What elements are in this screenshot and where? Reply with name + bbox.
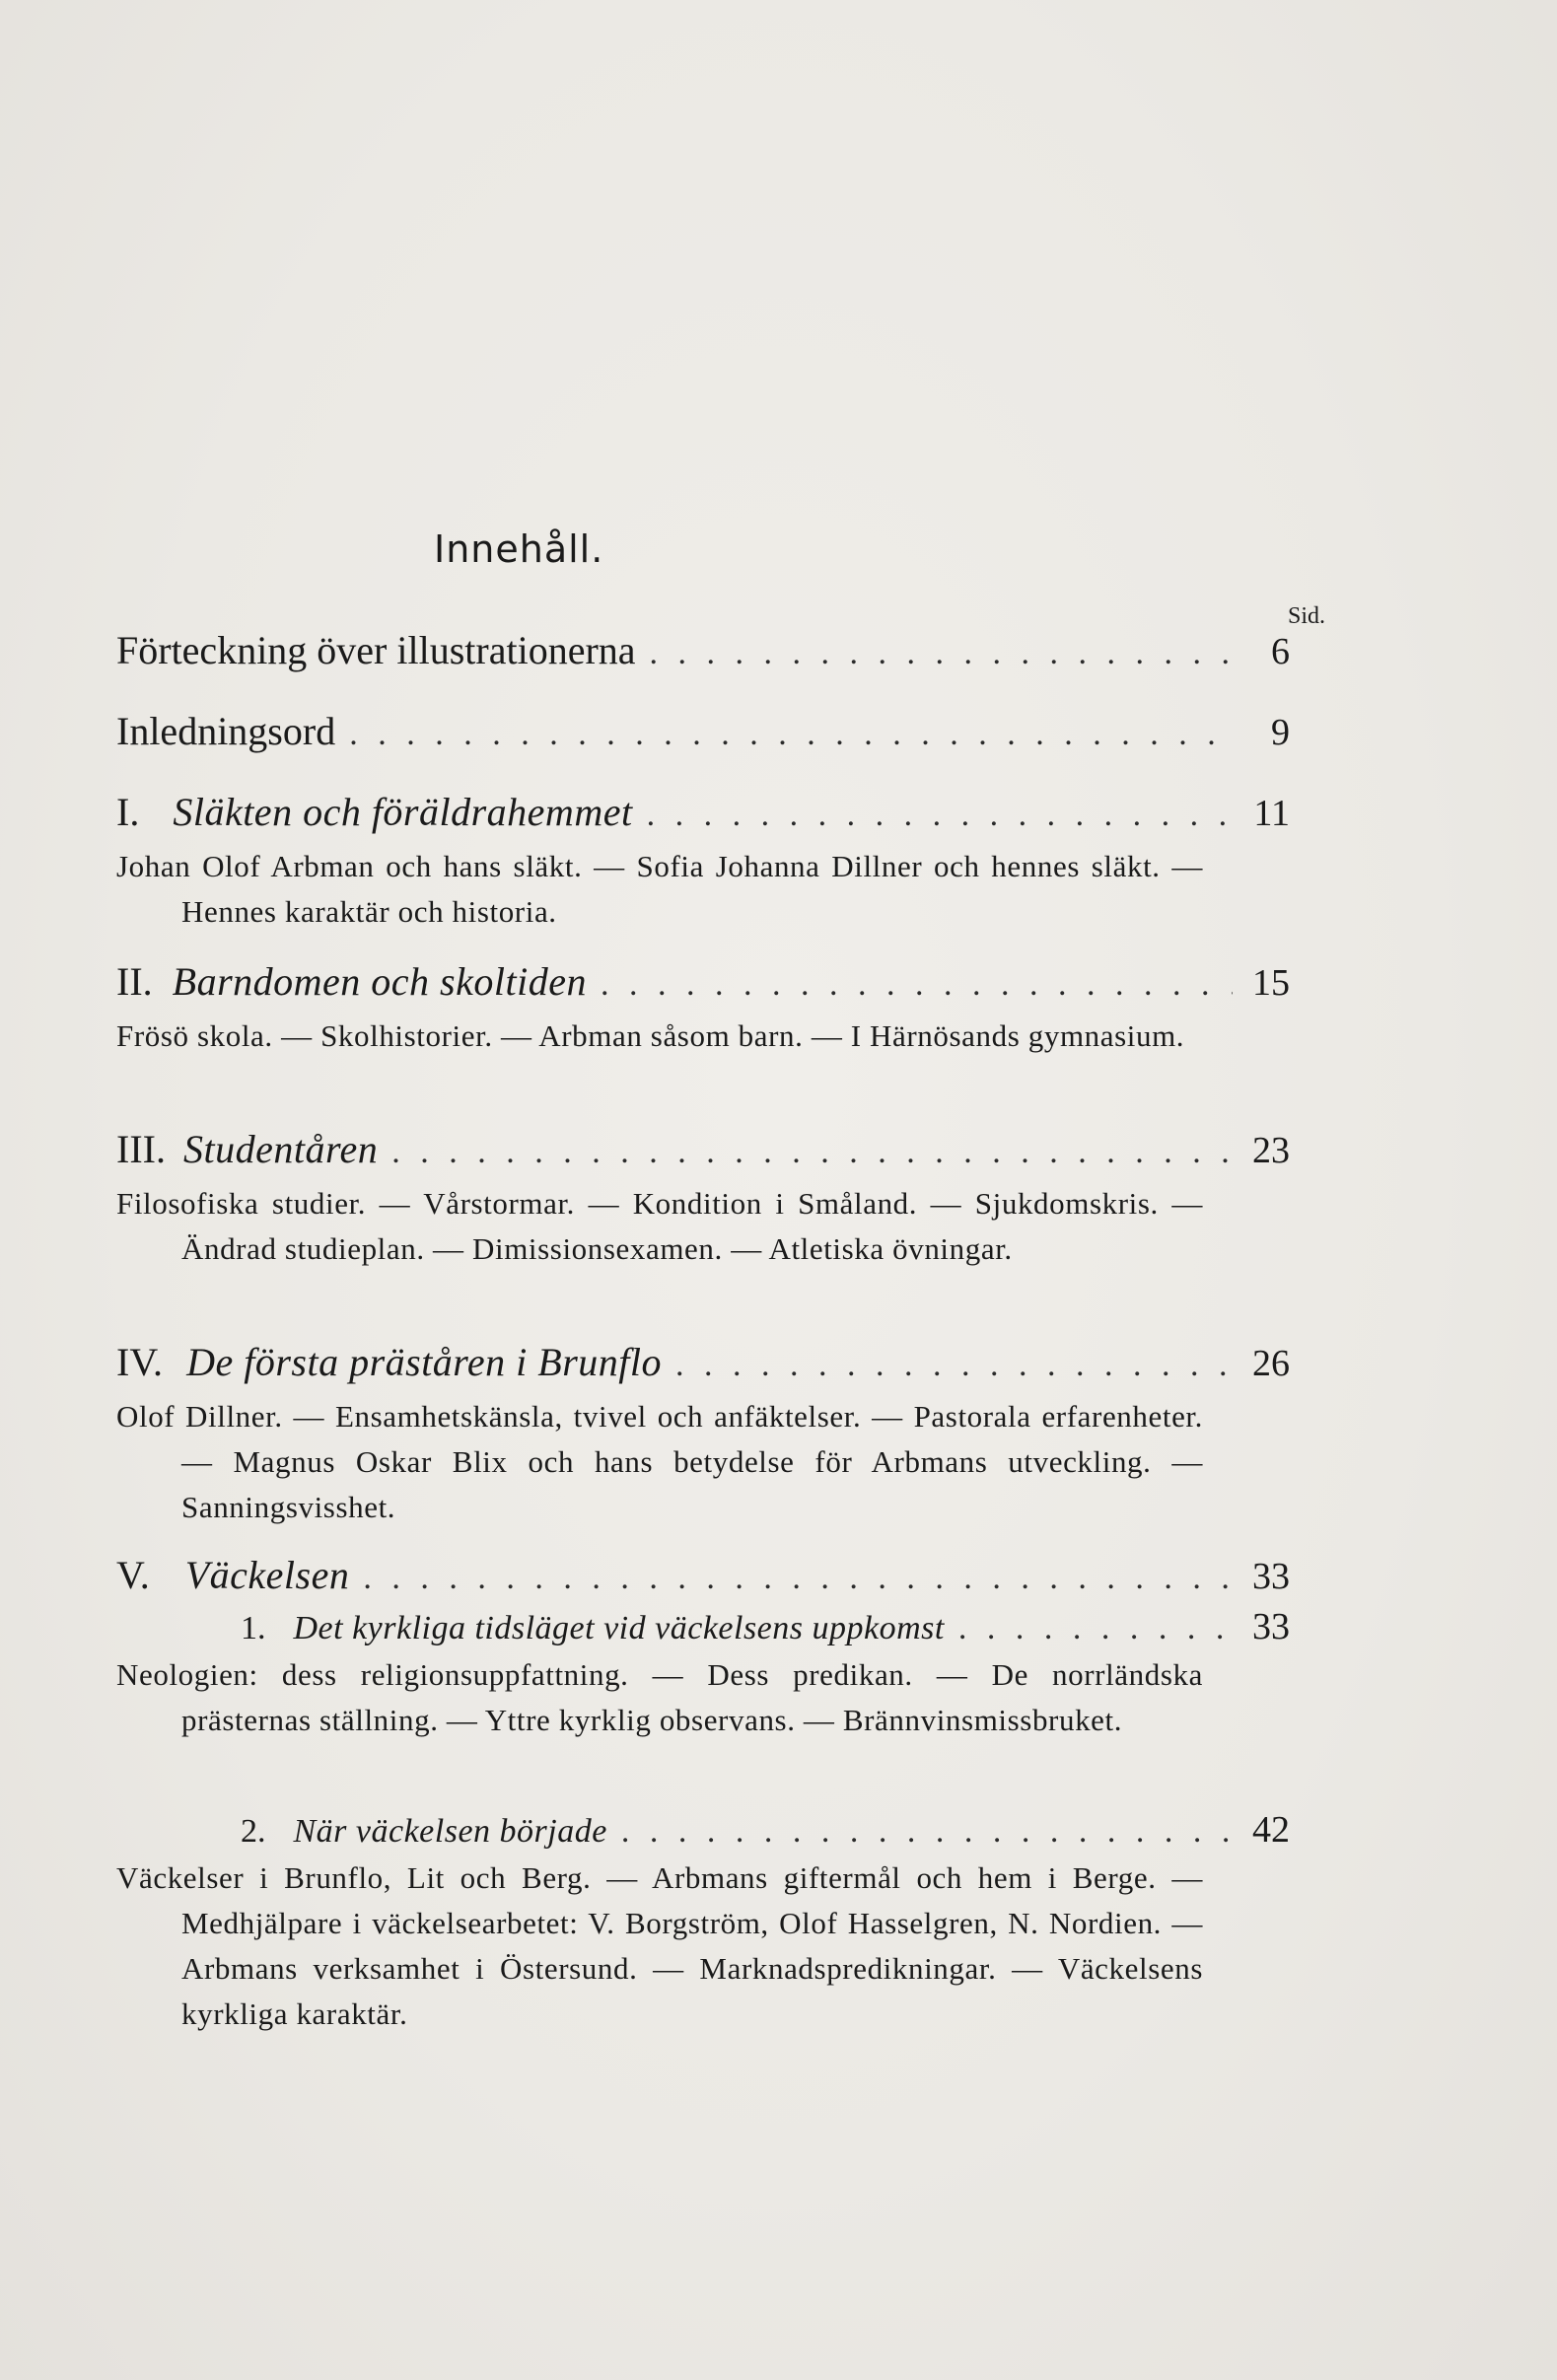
toc-entry-label: Förteckning över illustrationerna — [116, 628, 636, 672]
leader-dots — [601, 966, 1233, 1004]
page-column-header: Sid. — [1288, 603, 1326, 629]
chapter-number: V. — [116, 1553, 150, 1597]
section-title: När väckelsen började — [293, 1813, 607, 1850]
summary-text: Frösö skola. — Skolhistorier. — Arbman såsom barn. — I Härnösands gymnasium. — [116, 1018, 1185, 1053]
section-title: Det kyrkliga tidsläget vid väckelsens uppkomst — [293, 1610, 945, 1646]
chapter-number: III. — [116, 1127, 166, 1171]
summary-text: Johan Olof Arbman och hans släkt. — Sofia Johanna Dillner och hennes släkt. — Hennes karaktär och historia. — [116, 849, 1203, 929]
chapter-4-summary — [116, 1394, 1203, 1530]
leader-dots — [363, 1560, 1233, 1597]
toc-page-number: 33 — [1252, 1606, 1290, 1647]
section-5-2-summary — [116, 1855, 1203, 2037]
chapter-3-summary — [116, 1181, 1203, 1272]
chapter-number: II. — [116, 959, 153, 1004]
chapter-title: De första präståren i Brunflo — [186, 1340, 662, 1384]
section-5-1-summary — [116, 1652, 1203, 1743]
toc-section-5-2 — [116, 1808, 1290, 1852]
toc-page-number: 9 — [1271, 712, 1290, 753]
summary-text: Filosofiska studier. — Vårstormar. — Kondition i Småland. — Sjukdomskris. — Ändrad studieplan. — Dimissionsexamen. — Atletiska övningar. — [116, 1186, 1203, 1266]
chapter-title: Väckelsen — [184, 1553, 350, 1597]
leader-dots — [391, 1134, 1233, 1171]
chapter-title: Barndomen och skoltiden — [172, 959, 587, 1004]
toc-page-number: 23 — [1252, 1130, 1290, 1171]
toc-entry-illustrations — [116, 627, 1290, 673]
toc-entry-label: Inledningsord — [116, 709, 336, 753]
summary-text: Väckelser i Brunflo, Lit och Berg. — Arbmans giftermål och hem i Berge. — Medhjälpare i väckelsearbetet: V. Borgström, Olof Hasselgren, N. Nordien. — Arbmans verksamhet i Östersund. — Marknadspredikningar. — Väckelsens kyrkliga karaktär. — [116, 1860, 1203, 2031]
toc-page-number: 15 — [1252, 962, 1290, 1004]
chapter-2-summary — [116, 1014, 1203, 1059]
chapter-number: IV. — [116, 1340, 164, 1384]
summary-text: Neologien: dess religionsuppfattning. — Dess predikan. — De norrländska prästernas ställning. — Yttre kyrklig observans. — Brännvinsmissbruket. — [116, 1657, 1203, 1737]
page-title: Innehåll. — [434, 527, 604, 571]
toc-chapter-3 — [116, 1126, 1290, 1172]
toc-entry-foreword — [116, 708, 1290, 754]
leader-dots — [647, 797, 1233, 834]
toc-page-number: 11 — [1253, 793, 1290, 834]
toc-chapter-1 — [116, 789, 1290, 835]
toc-page-number: 33 — [1252, 1556, 1290, 1597]
section-number: 2. — [241, 1813, 266, 1850]
leader-dots — [621, 1813, 1233, 1851]
leader-dots — [349, 716, 1233, 753]
chapter-title: Studentåren — [182, 1127, 379, 1171]
toc-chapter-4 — [116, 1339, 1290, 1385]
leader-dots — [958, 1610, 1233, 1647]
section-number: 1. — [241, 1610, 266, 1646]
leader-dots — [650, 635, 1233, 672]
leader-dots — [675, 1347, 1233, 1384]
chapter-number: I. — [116, 790, 140, 834]
summary-text: Olof Dillner. — Ensamhetskänsla, tvivel och anfäktelser. — Pastorala erfarenheter. — Magnus Oskar Blix och hans betydelse för Arbmans utveckling. — Sanningsvisshet. — [116, 1399, 1203, 1524]
toc-page-number: 26 — [1252, 1343, 1290, 1384]
toc-chapter-5 — [116, 1552, 1290, 1598]
chapter-title: Släkten och föräldrahemmet — [173, 790, 633, 834]
chapter-1-summary — [116, 844, 1203, 935]
toc-page-number: 6 — [1271, 631, 1290, 672]
toc-section-5-1 — [116, 1605, 1290, 1648]
toc-page-number: 42 — [1252, 1809, 1290, 1851]
toc-chapter-2 — [116, 958, 1290, 1005]
